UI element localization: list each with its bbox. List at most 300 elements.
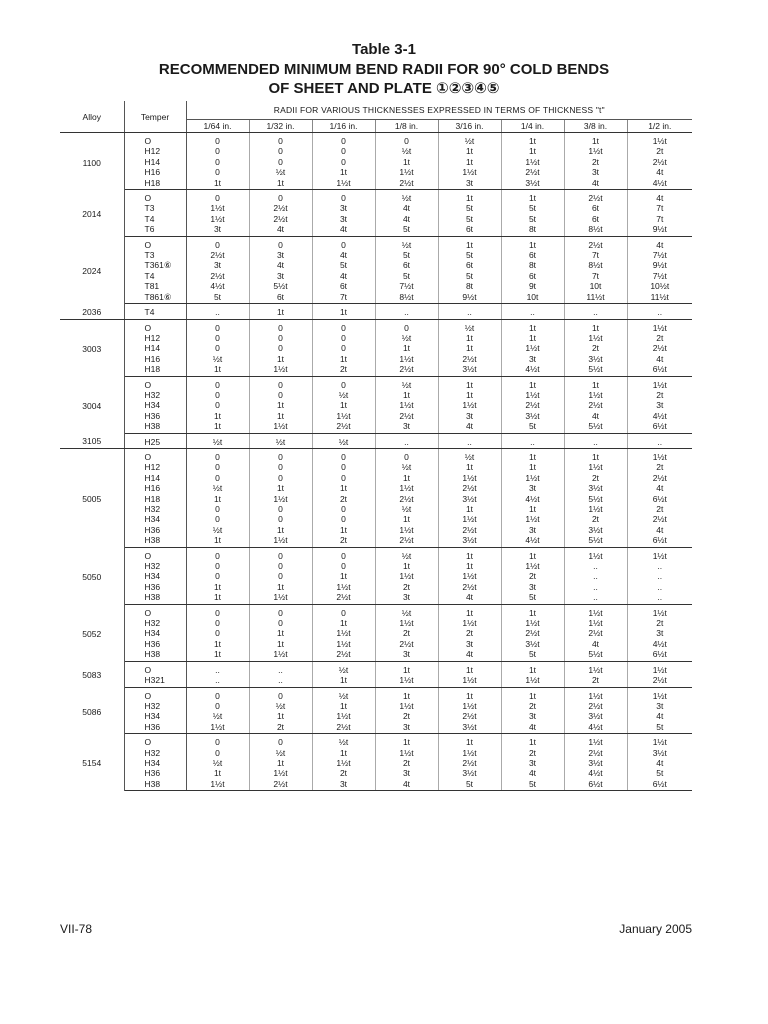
temper-cell: O — [124, 190, 186, 204]
radius-cell: ½t — [375, 146, 438, 156]
radius-cell: 1t — [375, 661, 438, 675]
alloy-group — [60, 448, 692, 547]
radius-cell: 0 — [249, 604, 312, 618]
temper-cell: H12 — [124, 333, 186, 343]
radius-cell: 3½t — [564, 758, 627, 768]
radius-cell: 1t — [438, 661, 501, 675]
radius-cell: 4t — [501, 722, 564, 734]
radius-cell: 1½t — [438, 618, 501, 628]
radius-cell: 4½t — [501, 535, 564, 547]
radius-cell: 0 — [312, 448, 375, 462]
radius-cell: 1t — [501, 734, 564, 748]
radius-cell: 0 — [186, 133, 249, 147]
temper-cell: H38 — [124, 421, 186, 433]
alloy-cell: 5154 — [60, 734, 124, 791]
radius-cell: 2½t — [375, 639, 438, 649]
radius-cell: 1t — [501, 319, 564, 333]
radius-cell: 8t — [501, 224, 564, 236]
radius-cell: .. — [186, 304, 249, 319]
radius-cell: 8½t — [375, 292, 438, 304]
alloy-group — [60, 236, 692, 303]
radius-cell: 2½t — [438, 711, 501, 721]
temper-cell: O — [124, 236, 186, 250]
radius-cell: .. — [501, 433, 564, 448]
radius-cell: 2½t — [312, 421, 375, 433]
radius-cell: 0 — [312, 333, 375, 343]
radius-cell: 1t — [501, 661, 564, 675]
radius-cell: 1t — [249, 525, 312, 535]
radius-cell: 5t — [501, 592, 564, 604]
temper-cell: H38 — [124, 649, 186, 661]
radius-cell: 1t — [375, 390, 438, 400]
temper-cell: H38 — [124, 592, 186, 604]
radius-cell: 3t — [501, 483, 564, 493]
table-row — [60, 304, 692, 319]
alloy-header: Alloy — [60, 101, 124, 133]
radius-cell: 1½t — [375, 167, 438, 177]
radius-cell: 0 — [186, 343, 249, 353]
radius-cell: 10t — [564, 281, 627, 291]
radius-cell: 2t — [501, 701, 564, 711]
radius-cell: 0 — [375, 319, 438, 333]
temper-cell: H34 — [124, 400, 186, 410]
radius-cell: 2t — [312, 364, 375, 376]
radius-cell: 1t — [186, 592, 249, 604]
radius-cell: 2t — [501, 571, 564, 581]
temper-cell: H32 — [124, 748, 186, 758]
radius-cell: 5t — [501, 421, 564, 433]
radius-cell: 2½t — [564, 628, 627, 638]
temper-cell: T6 — [124, 224, 186, 236]
radius-cell: 4t — [375, 779, 438, 791]
radius-cell: 1½t — [564, 504, 627, 514]
table-row — [60, 462, 692, 472]
radius-cell: 1½t — [312, 639, 375, 649]
radius-cell: 6t — [312, 281, 375, 291]
radius-cell: 3t — [186, 224, 249, 236]
radius-cell: 1t — [312, 400, 375, 410]
radius-cell: 1½t — [652, 690, 667, 701]
radius-cell: 4t — [656, 524, 664, 535]
radius-cell: 0 — [186, 701, 249, 711]
radius-cell: 0 — [249, 390, 312, 400]
radius-cell: 6½t — [652, 493, 667, 504]
radius-cell: 1½t — [438, 675, 501, 687]
radius-cell: ½t — [375, 604, 438, 618]
temper-cell: O — [124, 661, 186, 675]
alloy-cell: 3003 — [60, 319, 124, 376]
radius-cell: 11½t — [627, 292, 692, 304]
radius-cell: 1t — [375, 514, 438, 524]
radius-cell: 6½t — [627, 779, 692, 791]
temper-cell: H38 — [124, 535, 186, 547]
radius-cell: 10½t — [650, 281, 670, 292]
radius-cell: 0 — [249, 157, 312, 167]
radius-cell: 1t — [438, 561, 501, 571]
radius-cell: 6t — [564, 214, 627, 224]
radius-cell: 4t — [375, 214, 438, 224]
radius-cell: 7½t — [652, 250, 667, 261]
radius-cell: 1½t — [438, 167, 501, 177]
temper-cell: H18 — [124, 364, 186, 376]
radius-cell: 1t — [438, 157, 501, 167]
table-row — [60, 687, 692, 701]
radius-cell: 6½t — [627, 364, 692, 376]
radius-cell: 3t — [438, 178, 501, 190]
alloy-cell: 5050 — [60, 547, 124, 604]
alloy-group — [60, 190, 692, 237]
temper-cell: O — [124, 448, 186, 462]
radius-cell: 1½t — [438, 571, 501, 581]
radius-cell: 9½t — [652, 260, 667, 271]
table-row — [60, 758, 692, 768]
radius-cell: 1t — [375, 734, 438, 748]
radius-cell: 1t — [249, 711, 312, 721]
radius-cell: 2t — [249, 722, 312, 734]
radius-cell: 2½t — [249, 214, 312, 224]
radius-cell: 8t — [501, 260, 564, 270]
radius-cell: 1½t — [652, 322, 667, 333]
radius-cell: 4t — [564, 639, 627, 649]
radius-cell: 3½t — [501, 178, 564, 190]
temper-header: Temper — [124, 101, 186, 133]
radius-cell: 2½t — [652, 156, 667, 167]
radius-cell: .. — [375, 433, 438, 448]
radius-cell: 4t — [656, 167, 664, 178]
radius-cell: 0 — [249, 319, 312, 333]
radius-cell: 0 — [186, 748, 249, 758]
radius-cell: 3t — [501, 525, 564, 535]
radius-cell: 4½t — [652, 410, 667, 421]
radius-cell: 1½t — [652, 737, 667, 748]
radius-cell: 3t — [375, 722, 438, 734]
radius-cell: .. — [564, 592, 627, 604]
radius-cell: 4t — [249, 260, 312, 270]
radius-cell: 2½t — [501, 628, 564, 638]
radius-cell: 2½t — [249, 779, 312, 791]
radius-cell: 0 — [249, 462, 312, 472]
radius-cell: 1t — [312, 167, 375, 177]
radius-cell: 1t — [501, 376, 564, 390]
radius-cell: 1t — [564, 376, 627, 390]
radius-cell: 1t — [438, 687, 501, 701]
temper-cell: O — [124, 687, 186, 701]
radius-cell: 0 — [249, 547, 312, 561]
radius-cell: ½t — [249, 433, 312, 448]
radius-cell: 1½t — [564, 333, 627, 343]
radius-cell: 3½t — [564, 483, 627, 493]
radius-cell: 0 — [312, 319, 375, 333]
radius-cell: 3½t — [564, 711, 627, 721]
temper-cell: H36 — [124, 639, 186, 649]
radius-cell: 5t — [656, 768, 664, 779]
radius-cell: 4½t — [186, 281, 249, 291]
radius-cell: 2½t — [438, 582, 501, 592]
radius-cell: 3½t — [652, 747, 667, 758]
temper-cell: T361⑥ — [124, 260, 186, 270]
table-row — [60, 364, 692, 376]
radius-cell: 1t — [249, 758, 312, 768]
radius-cell: 0 — [375, 448, 438, 462]
alloy-cell: 5083 — [60, 661, 124, 687]
radius-cell: 0 — [312, 146, 375, 156]
radius-cell: 1t — [501, 190, 564, 204]
table-row — [60, 535, 692, 547]
radius-cell: 2t — [564, 473, 627, 483]
radius-cell: 4t — [656, 239, 664, 250]
table-row — [60, 675, 692, 687]
radius-cell: 0 — [249, 146, 312, 156]
radius-cell: 3½t — [438, 494, 501, 504]
table-row — [60, 701, 692, 711]
radius-cell: 1½t — [312, 582, 375, 592]
radius-cell: 0 — [249, 687, 312, 701]
radius-cell: .. — [657, 581, 663, 592]
radius-cell: 9t — [501, 281, 564, 291]
radius-cell: 1½t — [186, 214, 249, 224]
alloy-group — [60, 376, 692, 433]
radius-cell: 0 — [249, 448, 312, 462]
radius-cell: .. — [564, 561, 627, 571]
radius-cell: 4½t — [564, 722, 627, 734]
alloy-group — [60, 604, 692, 661]
radius-cell: 0 — [186, 547, 249, 561]
radius-cell: ½t — [186, 483, 249, 493]
radius-cell: 0 — [312, 547, 375, 561]
temper-cell: H321 — [124, 675, 186, 687]
radius-cell: 2t — [375, 582, 438, 592]
thickness-header: 1/4 in. — [501, 120, 564, 133]
table-row — [60, 421, 692, 433]
radius-cell: .. — [657, 561, 663, 572]
radius-cell: 6½t — [627, 535, 692, 547]
temper-cell: H18 — [124, 494, 186, 504]
radius-cell: 0 — [186, 146, 249, 156]
radius-cell: 0 — [249, 333, 312, 343]
radius-cell: 1½t — [312, 758, 375, 768]
radius-cell: 1t — [312, 483, 375, 493]
radius-cell: 1½t — [312, 411, 375, 421]
radius-cell: 1t — [438, 146, 501, 156]
radius-cell: 1t — [501, 547, 564, 561]
radius-cell: 3t — [501, 711, 564, 721]
radius-cell: 1t — [375, 157, 438, 167]
table-row — [60, 319, 692, 333]
radius-cell: 0 — [186, 473, 249, 483]
table-row — [60, 768, 692, 778]
radius-cell: ½t — [186, 354, 249, 364]
radius-cell: 1t — [438, 376, 501, 390]
radius-cell: 3t — [501, 758, 564, 768]
alloy-cell: 5005 — [60, 448, 124, 547]
radius-cell: ½t — [312, 433, 375, 448]
radius-cell: 0 — [186, 319, 249, 333]
radius-cell: 2t — [564, 675, 627, 687]
radius-cell: 1t — [501, 146, 564, 156]
radius-cell: 4t — [438, 421, 501, 433]
radius-cell: 5½t — [564, 421, 627, 433]
radius-cell: 7t — [564, 271, 627, 281]
radius-cell: 1t — [564, 448, 627, 462]
radius-cell: 2½t — [501, 400, 564, 410]
radius-cell: 3½t — [438, 364, 501, 376]
radius-cell: 1t — [249, 628, 312, 638]
table-row — [60, 514, 692, 524]
radius-cell: 2½t — [375, 364, 438, 376]
radius-cell: 1½t — [564, 687, 627, 701]
radius-cell: 0 — [312, 133, 375, 147]
radius-cell: 0 — [312, 473, 375, 483]
radius-cell: 4t — [564, 411, 627, 421]
radius-cell: 0 — [312, 236, 375, 250]
radius-cell: 2t — [656, 462, 664, 473]
radius-cell: 1½t — [186, 779, 249, 791]
radius-cell: 0 — [312, 604, 375, 618]
radius-cell: 0 — [312, 561, 375, 571]
radius-cell: 1½t — [375, 525, 438, 535]
temper-cell: H34 — [124, 514, 186, 524]
temper-cell: H14 — [124, 343, 186, 353]
table-row — [60, 525, 692, 535]
radius-cell: 1t — [249, 582, 312, 592]
radius-cell: 0 — [186, 514, 249, 524]
radius-cell: 1t — [312, 675, 375, 687]
radius-cell: 0 — [249, 343, 312, 353]
radius-cell: 1½t — [438, 473, 501, 483]
alloy-cell: 3004 — [60, 376, 124, 433]
radius-cell: 1½t — [564, 618, 627, 628]
table-row — [60, 190, 692, 204]
radius-cell: 5t — [438, 214, 501, 224]
radius-cell: 1t — [564, 319, 627, 333]
thickness-header: 3/16 in. — [438, 120, 501, 133]
radius-cell: 1½t — [652, 607, 667, 618]
table-row — [60, 639, 692, 649]
radius-cell: 0 — [249, 514, 312, 524]
table-row — [60, 483, 692, 493]
radius-cell: 1t — [438, 390, 501, 400]
radius-cell: 1t — [186, 364, 249, 376]
radius-cell: 1½t — [652, 451, 667, 462]
temper-cell: H14 — [124, 157, 186, 167]
radius-cell: .. — [186, 675, 249, 687]
temper-cell: T4 — [124, 304, 186, 319]
radius-cell: 5½t — [564, 535, 627, 547]
radius-cell: ½t — [312, 390, 375, 400]
radius-cell: 0 — [186, 333, 249, 343]
table-row — [60, 411, 692, 421]
radius-cell: 0 — [375, 133, 438, 147]
radius-cell: 1½t — [375, 701, 438, 711]
radius-cell: 3t — [312, 203, 375, 213]
table-row — [60, 604, 692, 618]
radius-cell: 1½t — [375, 571, 438, 581]
alloy-group — [60, 687, 692, 734]
radius-cell: 0 — [249, 236, 312, 250]
radius-cell: 1t — [312, 618, 375, 628]
table-row — [60, 354, 692, 364]
radius-cell: 5t — [375, 224, 438, 236]
radius-cell: 1t — [249, 178, 312, 190]
radius-cell: 1t — [375, 687, 438, 701]
table-row — [60, 400, 692, 410]
temper-cell: H36 — [124, 768, 186, 778]
radius-cell: 1t — [438, 462, 501, 472]
radius-cell: 7½t — [375, 281, 438, 291]
radius-cell: 2½t — [186, 250, 249, 260]
radius-cell: 1t — [249, 304, 312, 319]
radius-cell: .. — [657, 571, 663, 582]
radius-cell: 2½t — [564, 748, 627, 758]
radius-cell: 2½t — [438, 354, 501, 364]
radius-cell: 2½t — [375, 411, 438, 421]
radius-cell: 1½t — [501, 473, 564, 483]
radius-cell: 2t — [375, 758, 438, 768]
temper-cell: T4 — [124, 214, 186, 224]
radius-cell: 2½t — [564, 190, 627, 204]
table-row — [60, 779, 692, 791]
radius-cell: 0 — [312, 504, 375, 514]
radius-cell: 2½t — [186, 271, 249, 281]
radius-cell: ½t — [438, 448, 501, 462]
radius-cell: 4t — [656, 483, 664, 494]
radius-cell: 3t — [656, 700, 664, 711]
table-row — [60, 473, 692, 483]
table-row — [60, 250, 692, 260]
radius-cell: 2t — [656, 618, 664, 629]
radius-cell: 6t — [375, 260, 438, 270]
radius-cell: 4t — [375, 203, 438, 213]
radius-cell: 1½t — [652, 664, 667, 675]
alloy-group — [60, 734, 692, 791]
thickness-header: 1/64 in. — [186, 120, 249, 133]
temper-cell: H12 — [124, 462, 186, 472]
radius-cell: 1½t — [564, 462, 627, 472]
radius-cell: 1½t — [375, 354, 438, 364]
radius-cell: 2t — [656, 332, 664, 343]
radius-cell: 1½t — [375, 483, 438, 493]
radius-cell: 6t — [501, 250, 564, 260]
radius-cell: 3t — [375, 421, 438, 433]
radius-cell: .. — [564, 571, 627, 581]
table-row — [60, 734, 692, 748]
radius-cell: 3½t — [564, 354, 627, 364]
radius-cell: 1t — [186, 649, 249, 661]
radius-cell: 2t — [312, 768, 375, 778]
radius-cell: 2½t — [564, 701, 627, 711]
temper-cell: O — [124, 319, 186, 333]
table-row — [60, 178, 692, 190]
radius-cell: 0 — [186, 157, 249, 167]
radius-cell: 1½t — [375, 748, 438, 758]
radius-cell: 0 — [312, 376, 375, 390]
alloy-cell: 3105 — [60, 433, 124, 448]
temper-cell: O — [124, 376, 186, 390]
radius-cell: 6½t — [564, 779, 627, 791]
radius-cell: 1t — [186, 768, 249, 778]
temper-cell: H32 — [124, 561, 186, 571]
radius-cell: 2t — [564, 343, 627, 353]
radius-cell: 2½t — [438, 483, 501, 493]
radius-cell: 6t — [249, 292, 312, 304]
page-title — [0, 40, 768, 98]
radius-cell: 0 — [186, 376, 249, 390]
temper-cell: H32 — [124, 390, 186, 400]
radius-cell: 1½t — [438, 514, 501, 524]
radius-cell: 4½t — [652, 638, 667, 649]
radius-cell: 3t — [249, 250, 312, 260]
radius-cell: ½t — [375, 547, 438, 561]
